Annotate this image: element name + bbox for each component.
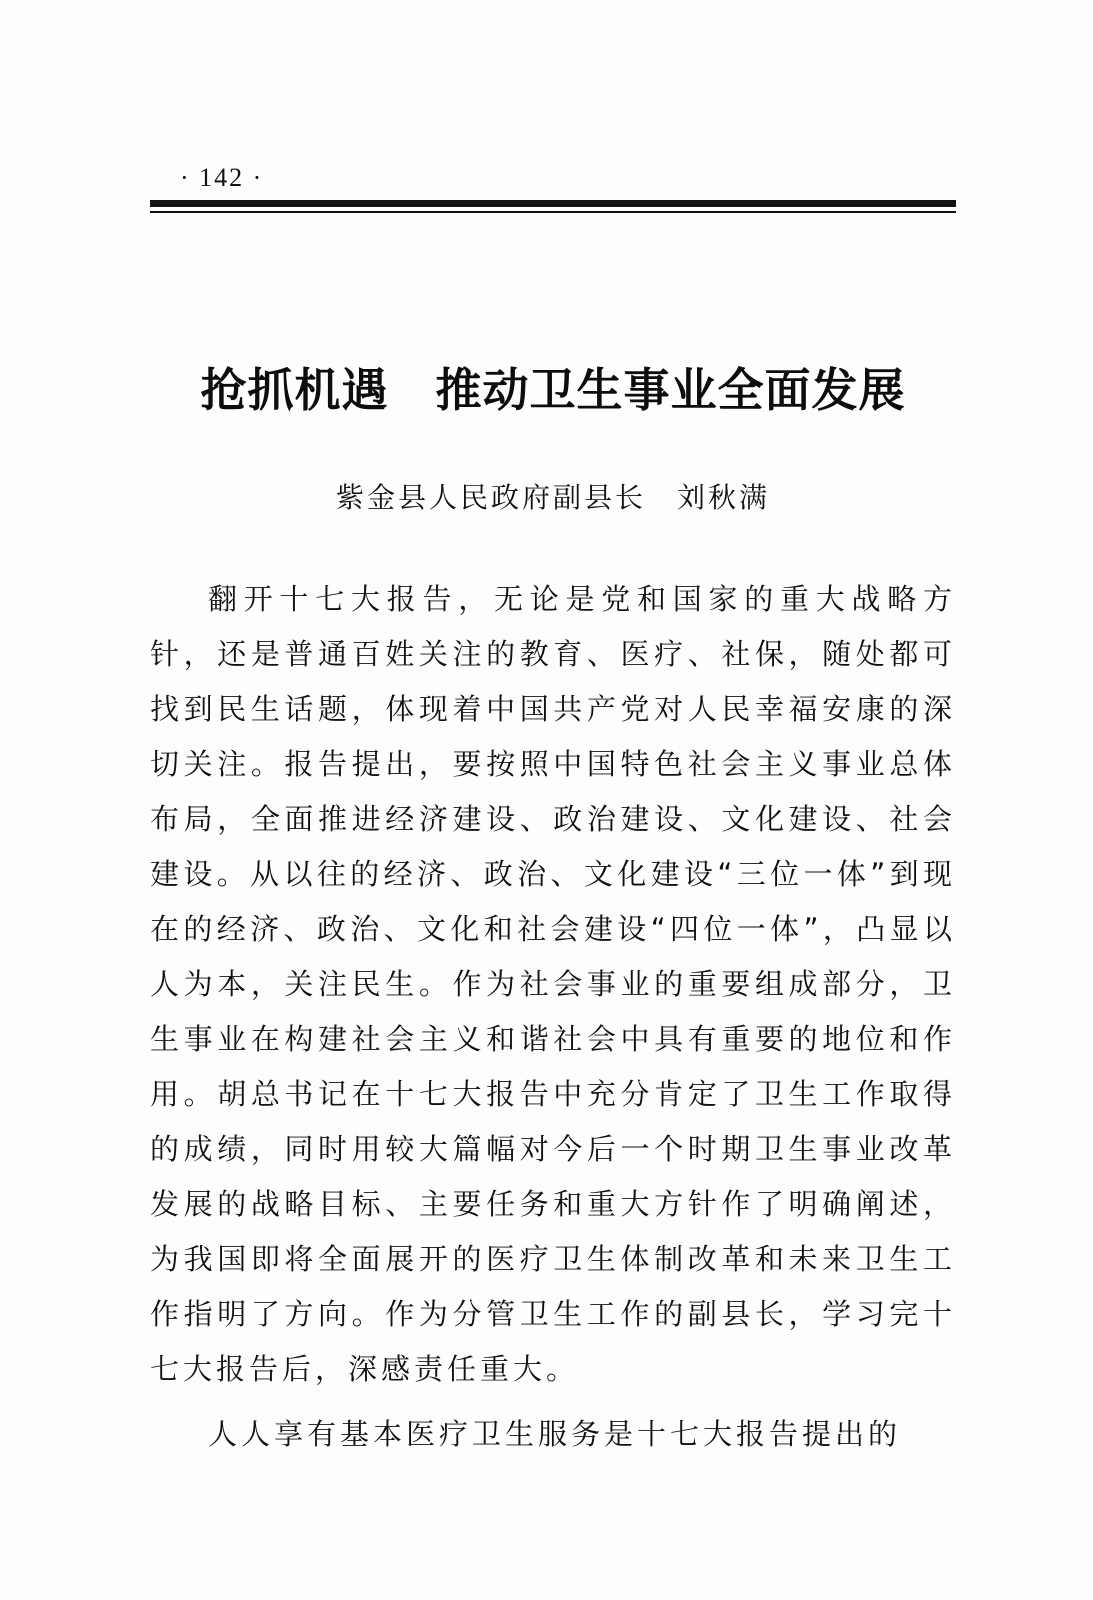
author-byline: 紫金县人民政府副县长 刘秋满 <box>335 481 770 514</box>
header-rule-thick <box>150 200 956 207</box>
article-title: 抢抓机遇 推动卫生事业全面发展 <box>200 363 906 417</box>
page-number: · 142 · <box>180 163 264 192</box>
header-rule-thin <box>150 211 956 213</box>
paragraph-2: 人人享有基本医疗卫生服务是十七大报告提出的 <box>208 1417 902 1451</box>
article-body <box>150 572 956 1462</box>
paragraph-1: 翻开十七大报告，无论是党和国家的重大战略方针，还是普通百姓关注的教育、医疗、社保，随处都可找到民生话题，体现着中国共产党对人民幸福安康的深切关注。报告提出，要按照中国特色社会主义事业总体布局，全面推进经济建设、政治建设、文化建设、社会建设。从以往的经济、政治、文化建设“三位一体”到现在的经济、政治、文化和社会建设“四位一体”，凸显以人为本，关注民生。作为社会事业的重要组成部分，卫生事业在构建社会主义和谐社会中具有重要的地位和作用。胡总书记在十七大报告中充分肯定了卫生工作取得的成绩，同时用较大篇幅对今后一个时期卫生事业改革发展的战略目标、主要任务和重大方针作了明确阐述，为我国即将全面展开的医疗卫生体制改革和未来卫生工作指明了方向。作为分管卫生工作的副县长，学习完十七大报告后，深感责任重大。 <box>150 582 956 1386</box>
